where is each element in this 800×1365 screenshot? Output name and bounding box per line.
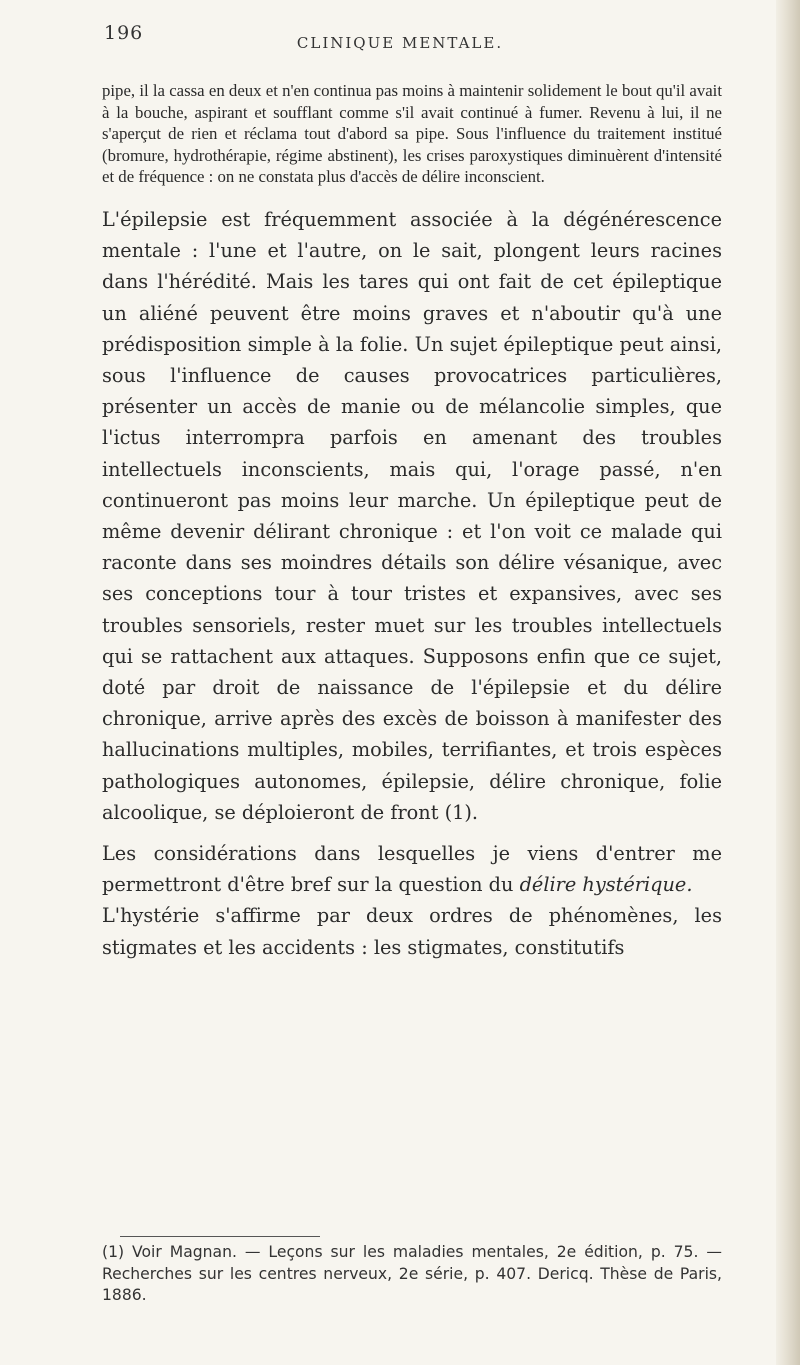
paragraph-hysteria: L'hystérie s'affirme par deux ordres de phénomènes, les stigmates et les accidents : les stigmates, constitutifs [102, 904, 722, 959]
page-edge [776, 0, 800, 1365]
paragraph-considerations-text: Les considérations dans lesquelles je viens d'entrer me permettront d'être bref sur la question du [102, 842, 722, 897]
footnote-rule [120, 1236, 320, 1237]
paragraph-epilepsy: L'épilepsie est fréquemment associée à la dégénérescence mentale : l'une et l'autre, on le sait, plongent leurs racines dans l'hérédité. Mais les tares qui ont fait de cet épileptique un aliéné peuvent être moins graves et n'aboutir qu'à une prédisposition simple à la folie. Un sujet épileptique peut ainsi, sous l'influence de causes provocatrices particulières, présenter un accès de manie ou de mélancolie simples, que l'ictus interrompra parfois en amenant des troubles intellectuels inconscients, mais qui, l'orage passé, n'en continueront pas moins leur marche. Un épileptique peut de même devenir délirant chronique : et l'on voit ce malade qui raconte dans ses moindres détails son délire vésanique, avec ses conceptions tour à tour tristes et expansives, avec ses troubles sensoriels, rester muet sur les troubles intellectuels qui se rattachent aux attaques. Supposons enfin que ce sujet, doté par droit de naissance de l'épilepsie et du délire chronique, arrive après des excès de boisson à manifester des hallucinations multiples, mobiles, terrifiantes, et trois espèces pathologiques autonomes, épilepsie, délire chronique, folie alcoolique, se déploieront de front (1). [102, 207, 722, 824]
case-paragraph: pipe, il la cassa en deux et n'en continua pas moins à maintenir solidement le bout qu'il avait à la bouche, aspirant et soufflant comme s'il avait continué à fumer. Revenu à lui, il ne s'aperçut de rien et réclama tout d'abord sa pipe. Sous l'influence du traitement institué (bromure, hydrothérapie, régime abstinent), les crises paroxystiques diminuèrent d'intensité et de fréquence : on ne constata plus d'accès de délire inconscient. [102, 81, 722, 187]
footnote: (1) Voir Magnan. — Leçons sur les maladies mentales, 2e édition, p. 75. — Recherches sur les centres nerveux, 2e série, p. 407. Dericq. Thèse de Paris, 1886. [102, 1243, 722, 1304]
paragraph-considerations [102, 838, 722, 900]
page-number: 196 [104, 22, 144, 44]
italic-term: délire hystérique. [519, 873, 693, 897]
text-block [102, 80, 722, 963]
running-title: CLINIQUE MENTALE. [296, 34, 504, 52]
